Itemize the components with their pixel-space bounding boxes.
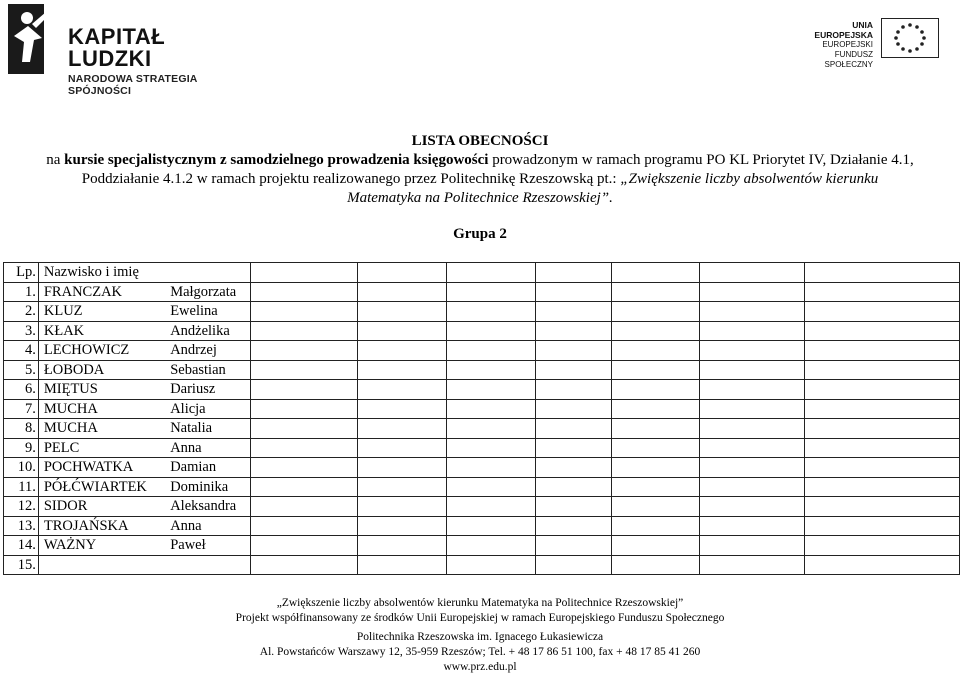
signature-cell bbox=[804, 555, 959, 575]
signature-cell bbox=[612, 536, 700, 556]
signature-cell bbox=[804, 380, 959, 400]
signature-cell bbox=[804, 419, 959, 439]
signature-cell bbox=[804, 536, 959, 556]
signature-cell bbox=[536, 497, 612, 517]
table-row bbox=[4, 360, 960, 380]
signature-cell bbox=[251, 516, 358, 536]
signature-cell bbox=[612, 477, 700, 497]
signature-cell bbox=[804, 477, 959, 497]
signature-cell bbox=[447, 516, 536, 536]
table-row bbox=[4, 458, 960, 478]
signature-cell bbox=[536, 536, 612, 556]
signature-cell bbox=[357, 555, 447, 575]
signature-cell bbox=[612, 555, 700, 575]
row-number: 12. bbox=[4, 497, 39, 517]
intro-prefix: na bbox=[46, 152, 65, 168]
kapital-ludzki-subtitle: NARODOWA STRATEGIA SPÓJNOŚCI bbox=[68, 73, 198, 97]
row-surname: KLUZ bbox=[38, 302, 168, 322]
signature-cell bbox=[612, 458, 700, 478]
signature-cell bbox=[447, 419, 536, 439]
signature-cell bbox=[251, 419, 358, 439]
signature-cell bbox=[536, 302, 612, 322]
footer-website: www.prz.edu.pl bbox=[443, 661, 517, 673]
attendance-table bbox=[3, 262, 960, 575]
row-number: 4. bbox=[4, 341, 39, 361]
signature-cell bbox=[699, 438, 804, 458]
signature-cell bbox=[612, 419, 700, 439]
table-row bbox=[4, 282, 960, 302]
document-heading bbox=[0, 132, 960, 208]
table-row bbox=[4, 341, 960, 361]
kapital-ludzki-title: KAPITAŁ LUDZKI bbox=[68, 24, 166, 71]
table-row bbox=[4, 555, 960, 575]
signature-cell bbox=[357, 516, 447, 536]
signature-cell bbox=[357, 419, 447, 439]
signature-cell bbox=[357, 438, 447, 458]
signature-cell bbox=[536, 282, 612, 302]
kapital-ludzki-logo bbox=[8, 4, 248, 97]
signature-cell bbox=[536, 516, 612, 536]
footer-cofinancing: Projekt współfinansowany ze środków Unii Europejskiej w ramach Europejskiego Funduszu Społecznego bbox=[235, 612, 725, 624]
signature-cell bbox=[612, 438, 700, 458]
signature-cell bbox=[699, 321, 804, 341]
signature-cell bbox=[804, 360, 959, 380]
row-number: 14. bbox=[4, 536, 39, 556]
row-first-name: Dariusz bbox=[168, 380, 251, 400]
table-row bbox=[4, 380, 960, 400]
signature-cell bbox=[699, 380, 804, 400]
signature-cell bbox=[251, 497, 358, 517]
signature-cell bbox=[699, 516, 804, 536]
signature-cell bbox=[536, 380, 612, 400]
signature-cell bbox=[357, 302, 447, 322]
signature-cell bbox=[699, 458, 804, 478]
row-surname: FRANCZAK bbox=[38, 282, 168, 302]
row-first-name: Andżelika bbox=[168, 321, 251, 341]
footer-project-name: „Zwiększenie liczby absolwentów kierunku Matematyka na Politechnice Rzeszowskiej” bbox=[276, 597, 684, 609]
signature-cell bbox=[447, 536, 536, 556]
signature-cell bbox=[357, 458, 447, 478]
table-row bbox=[4, 477, 960, 497]
row-first-name: Natalia bbox=[168, 419, 251, 439]
signature-cell bbox=[804, 282, 959, 302]
eu-logo-line3: FUNDUSZ SPOŁECZNY bbox=[824, 50, 873, 69]
table-row bbox=[4, 321, 960, 341]
signature-cell bbox=[612, 341, 700, 361]
row-number: 8. bbox=[4, 419, 39, 439]
row-first-name: Anna bbox=[168, 516, 251, 536]
signature-cell bbox=[804, 302, 959, 322]
row-number: 6. bbox=[4, 380, 39, 400]
signature-cell bbox=[357, 380, 447, 400]
signature-cell bbox=[357, 282, 447, 302]
signature-cell bbox=[251, 536, 358, 556]
signature-cell bbox=[536, 458, 612, 478]
row-first-name: Anna bbox=[168, 438, 251, 458]
signature-cell bbox=[251, 399, 358, 419]
signature-cell bbox=[536, 419, 612, 439]
row-surname: PELC bbox=[38, 438, 168, 458]
signature-cell bbox=[612, 360, 700, 380]
row-number: 13. bbox=[4, 516, 39, 536]
signature-cell bbox=[447, 458, 536, 478]
signature-cell bbox=[536, 341, 612, 361]
signature-cell bbox=[357, 321, 447, 341]
signature-cell bbox=[699, 341, 804, 361]
row-number: 9. bbox=[4, 438, 39, 458]
signature-cell bbox=[447, 341, 536, 361]
row-number: 11. bbox=[4, 477, 39, 497]
signature-cell bbox=[447, 399, 536, 419]
row-number: 7. bbox=[4, 399, 39, 419]
signature-cell bbox=[612, 302, 700, 322]
intro-rest: prowadzonym w ramach programu PO KL Priorytet IV, Działanie 4.1, bbox=[488, 152, 914, 168]
table-header-row bbox=[4, 263, 960, 283]
row-first-name: Alicja bbox=[168, 399, 251, 419]
signature-cell bbox=[536, 399, 612, 419]
signature-cell bbox=[357, 263, 447, 283]
row-surname bbox=[38, 555, 168, 575]
signature-cell bbox=[536, 555, 612, 575]
signature-cell bbox=[804, 497, 959, 517]
row-first-name bbox=[168, 555, 251, 575]
signature-cell bbox=[612, 263, 700, 283]
row-number: 2. bbox=[4, 302, 39, 322]
signature-cell bbox=[251, 380, 358, 400]
signature-cell bbox=[357, 360, 447, 380]
row-surname: ŁOBODA bbox=[38, 360, 168, 380]
kapital-ludzki-emblem-icon bbox=[8, 4, 56, 74]
signature-cell bbox=[699, 536, 804, 556]
signature-cell bbox=[699, 399, 804, 419]
row-surname: MUCHA bbox=[38, 419, 168, 439]
intro-line-1 bbox=[0, 151, 960, 170]
signature-cell bbox=[251, 321, 358, 341]
row-surname: KŁAK bbox=[38, 321, 168, 341]
row-surname: LECHOWICZ bbox=[38, 341, 168, 361]
signature-cell bbox=[612, 497, 700, 517]
signature-cell bbox=[699, 477, 804, 497]
signature-cell bbox=[447, 438, 536, 458]
signature-cell bbox=[357, 341, 447, 361]
signature-cell bbox=[612, 282, 700, 302]
signature-cell bbox=[251, 263, 358, 283]
signature-cell bbox=[251, 477, 358, 497]
table-row bbox=[4, 497, 960, 517]
signature-cell bbox=[699, 302, 804, 322]
row-number: 15. bbox=[4, 555, 39, 575]
row-surname: SIDOR bbox=[38, 497, 168, 517]
signature-cell bbox=[612, 321, 700, 341]
signature-cell bbox=[536, 321, 612, 341]
signature-cell bbox=[612, 380, 700, 400]
eu-logo bbox=[793, 20, 943, 69]
signature-cell bbox=[251, 555, 358, 575]
header-name: Nazwisko i imię bbox=[38, 263, 250, 283]
signature-cell bbox=[612, 399, 700, 419]
signature-cell bbox=[447, 282, 536, 302]
row-number: 10. bbox=[4, 458, 39, 478]
signature-cell bbox=[357, 477, 447, 497]
eu-logo-line2: EUROPEJSKI bbox=[822, 40, 873, 49]
signature-cell bbox=[699, 497, 804, 517]
signature-cell bbox=[447, 360, 536, 380]
signature-cell bbox=[699, 282, 804, 302]
signature-cell bbox=[447, 497, 536, 517]
table-row bbox=[4, 399, 960, 419]
eu-logo-line1: UNIA EUROPEJSKA bbox=[814, 20, 873, 40]
signature-cell bbox=[699, 419, 804, 439]
signature-cell bbox=[804, 321, 959, 341]
signature-cell bbox=[804, 516, 959, 536]
signature-cell bbox=[536, 438, 612, 458]
signature-cell bbox=[447, 321, 536, 341]
signature-cell bbox=[699, 360, 804, 380]
signature-cell bbox=[804, 399, 959, 419]
signature-cell bbox=[804, 438, 959, 458]
signature-cell bbox=[357, 497, 447, 517]
row-surname: TROJAŃSKA bbox=[38, 516, 168, 536]
course-name: kursie specjalistycznym z samodzielnego prowadzenia księgowości bbox=[64, 152, 489, 168]
signature-cell bbox=[699, 555, 804, 575]
signature-cell bbox=[447, 477, 536, 497]
footer-address: Al. Powstańców Warszawy 12, 35-959 Rzeszów; Tel. + 48 17 86 51 100, fax + 48 17 85 41 260 bbox=[259, 646, 701, 658]
row-surname: MUCHA bbox=[38, 399, 168, 419]
eu-flag-icon bbox=[881, 18, 939, 58]
project-title-b: Matematyka na Politechnice Rzeszowskiej”. bbox=[347, 190, 613, 206]
signature-cell bbox=[357, 399, 447, 419]
signature-cell bbox=[251, 458, 358, 478]
row-first-name: Sebastian bbox=[168, 360, 251, 380]
signature-cell bbox=[447, 380, 536, 400]
signature-cell bbox=[536, 263, 612, 283]
signature-cell bbox=[251, 341, 358, 361]
signature-cell bbox=[251, 302, 358, 322]
signature-cell bbox=[447, 555, 536, 575]
signature-cell bbox=[251, 438, 358, 458]
signature-cell bbox=[804, 458, 959, 478]
table-row bbox=[4, 438, 960, 458]
row-first-name: Paweł bbox=[168, 536, 251, 556]
row-surname: POCHWATKA bbox=[38, 458, 168, 478]
signature-cell bbox=[804, 341, 959, 361]
intro-line-2-text: Poddziałanie 4.1.2 w ramach projektu realizowanego przez Politechnikę Rzeszowską pt.: bbox=[81, 171, 621, 187]
signature-cell bbox=[804, 263, 959, 283]
signature-cell bbox=[251, 360, 358, 380]
row-first-name: Andrzej bbox=[168, 341, 251, 361]
signature-cell bbox=[357, 536, 447, 556]
row-surname: PÓŁĆWIARTEK bbox=[38, 477, 168, 497]
project-title-a: „Zwiększenie liczby absolwentów kierunku bbox=[620, 171, 879, 187]
intro-line-3 bbox=[0, 189, 960, 208]
signature-cell bbox=[447, 302, 536, 322]
signature-cell bbox=[251, 282, 358, 302]
table-row bbox=[4, 516, 960, 536]
signature-cell bbox=[536, 360, 612, 380]
group-label: Grupa 2 bbox=[453, 226, 507, 242]
header-lp: Lp. bbox=[4, 263, 39, 283]
footer-institution: Politechnika Rzeszowska im. Ignacego Łukasiewicza bbox=[356, 631, 604, 643]
row-surname: MIĘTUS bbox=[38, 380, 168, 400]
signature-cell bbox=[536, 477, 612, 497]
intro-line-2 bbox=[0, 170, 960, 189]
row-first-name: Małgorzata bbox=[168, 282, 251, 302]
document-title: LISTA OBECNOŚCI bbox=[411, 133, 549, 149]
table-row bbox=[4, 302, 960, 322]
row-number: 3. bbox=[4, 321, 39, 341]
row-number: 5. bbox=[4, 360, 39, 380]
table-row bbox=[4, 536, 960, 556]
footer bbox=[0, 596, 960, 675]
signature-cell bbox=[447, 263, 536, 283]
row-first-name: Aleksandra bbox=[168, 497, 251, 517]
row-surname: WAŻNY bbox=[38, 536, 168, 556]
table-row bbox=[4, 419, 960, 439]
row-first-name: Ewelina bbox=[168, 302, 251, 322]
signature-cell bbox=[612, 516, 700, 536]
signature-cell bbox=[699, 263, 804, 283]
row-first-name: Dominika bbox=[168, 477, 251, 497]
row-number: 1. bbox=[4, 282, 39, 302]
row-first-name: Damian bbox=[168, 458, 251, 478]
